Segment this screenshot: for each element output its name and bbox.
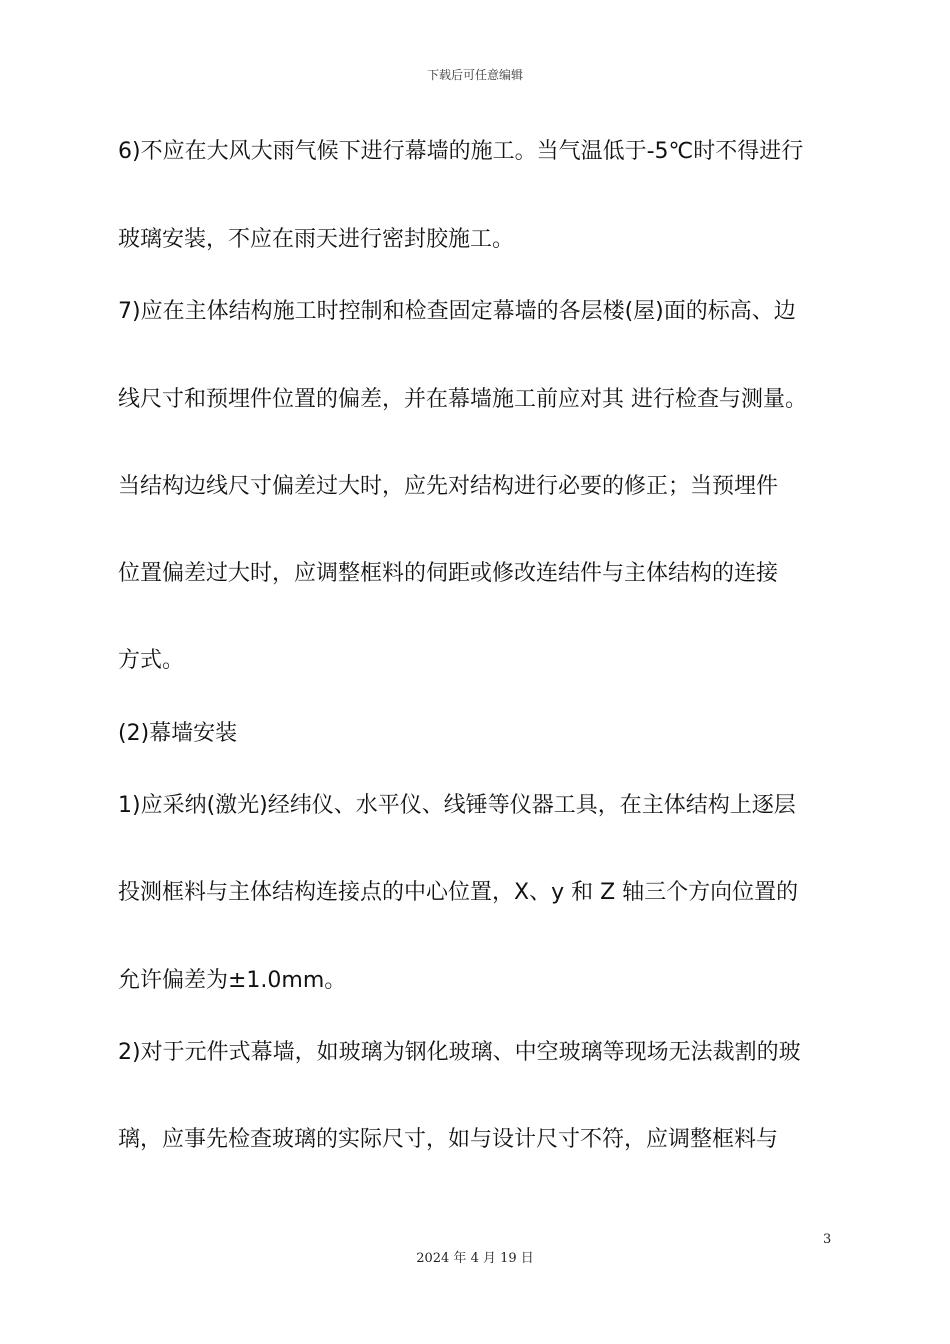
text-line: 2)对于元件式幕墙，如玻璃为钢化玻璃、中空玻璃等现场无法裁割的玻 <box>118 1040 801 1065</box>
text-line: 允许偏差为±1.0mm。 <box>118 968 347 993</box>
text-line: 位置偏差过大时，应调整框料的伺距或修改连结件与主体结构的连接 <box>118 561 779 586</box>
text-line: 线尺寸和预埋件位置的偏差，并在幕墙施工前应对其 进行检查与测量。 <box>118 387 807 412</box>
text-line: 璃，应事先检查玻璃的实际尺寸，如与设计尺寸不符，应调整框料与 <box>118 1127 779 1152</box>
page-number: 3 <box>823 1232 832 1247</box>
text-line: 方式。 <box>118 648 185 673</box>
text-line: 投测框料与主体结构连接点的中心位置，X、y 和 Z 轴三个方向位置的 <box>118 880 799 905</box>
text-line: 当结构边线尺寸偏差过大时，应先对结构进行必要的修正；当预埋件 <box>118 474 779 499</box>
text-line: 1)应采纳(激光)经纬仪、水平仪、线锤等仪器工具，在主体结构上逐层 <box>118 793 796 818</box>
text-line: 7)应在主体结构施工时控制和检查固定幕墙的各层楼(屋)面的标高、边 <box>118 299 796 324</box>
footer-date: 2024 年 4 月 19 日 <box>416 1251 534 1266</box>
text-line: 玻璃安装，不应在雨天进行密封胶施工。 <box>118 227 515 252</box>
header-note: 下载后可任意编辑 <box>426 68 523 82</box>
text-line: 6)不应在大风大雨气候下进行幕墙的施工。当气温低于-5℃时不得进行 <box>118 139 804 164</box>
section-heading: (2)幕墙安装 <box>118 721 238 746</box>
